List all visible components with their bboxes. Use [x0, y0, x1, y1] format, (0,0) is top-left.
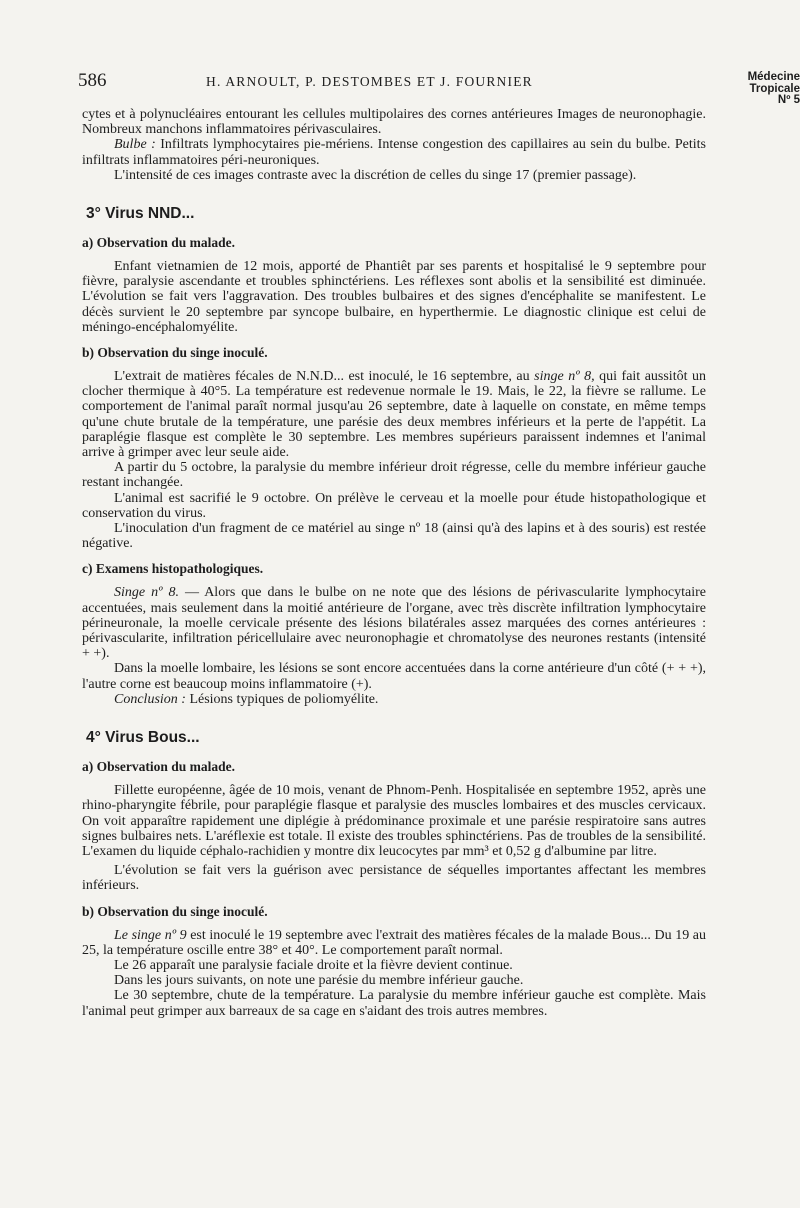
- subsection-heading: b) Observation du singe inoculé.: [82, 345, 268, 361]
- subsection-heading: a) Observation du malade.: [82, 759, 236, 775]
- subsection-heading: c) Examens histopathologiques.: [82, 561, 264, 577]
- subsection-heading: a) Observation du malade.: [82, 235, 236, 251]
- paragraph: Enfant vietnamien de 12 mois, apporté de Phantiêt par ses parents et hospitalisé le 9 septembre pour fièvre, paralysie ascendante et troubles sphinctériens. Les réflexes sont abolis et la sensibilité est diminuée. L'évolution se fait vers l'aggravation. Des troubles bulbaires et des signes d'encéphalite se manifestent. Le décès survient le 20 septembre par syncope bulbaire, en hyperthermie. Le diagnostic clinique est celui de méningo-encéphalomyélite.: [82, 259, 706, 335]
- subsection-heading: b) Observation du singe inoculé.: [82, 903, 268, 919]
- paragraph: cytes et à polynucléaires entourant les cellules multipolaires des cornes antérieures Images de neuronophagie. Nombreux manchons inflammatoires périvasculaires.: [82, 107, 706, 138]
- section-heading: 4° Virus Bous...: [86, 729, 200, 747]
- paragraph: Le 26 apparaît une paralysie faciale droite et la fièvre devient continue.: [114, 957, 513, 973]
- paragraph: A partir du 5 octobre, la paralysie du membre inférieur droit régresse, celle du membre inférieur gauche restant inchangée.: [82, 460, 706, 491]
- paragraph: Singe nº 8. — Alors que dans le bulbe on ne note que des lésions de périvascularite lymphocytaire accentuées, mais seulement dans la moitié antérieure de l'organe, avec très discrète infiltration lymphocytaire périneuronale, la moelle cervicale présente des lésions bilatérales assez marquées des cornes antérieures : périvascularite, infiltration péricellulaire avec neuronophagie et chromatolyse des neurones restants (intensité + +).: [82, 585, 706, 662]
- paragraph: Bulbe : Infiltrats lymphocytaires pie-mériens. Intense congestion des capillaires au sein du bulbe. Petits infiltrats inflammatoires péri-neuroniques.: [82, 137, 706, 168]
- paragraph: Le 30 septembre, chute de la température. La paralysie du membre inférieur gauche est complète. Mais l'animal peut grimper aux barreaux de sa cage en s'aidant des trois autres membres.: [82, 988, 706, 1019]
- paragraph: L'animal est sacrifié le 9 octobre. On prélève le cerveau et la moelle pour étude histopathologique et conservation du virus.: [82, 490, 706, 521]
- article-body: [82, 107, 706, 1019]
- paragraph: Fillette européenne, âgée de 10 mois, venant de Phnom-Penh. Hospitalisée en septembre 1952, après une rhino-pharyngite fébrile, pour paraplégie flasque et paralysie des muscles lombaires et des muscles cervicaux. On voit apparaître rapidement une diplégie à prédominance proximale et une parésie respiratoire sans autres signes bulbaires nets. L'aréflexie est totale. Il existe des troubles sphinctériens. Pas de troubles de la sensibilité. L'examen du liquide céphalo-rachidien y montre dix leucocytes par mm³ et 0,52 g d'albumine par litre.: [82, 783, 706, 859]
- journal-name: Médecine Tropicale Nº 5: [747, 71, 800, 106]
- paragraph: Dans les jours suivants, on note une parésie du membre inférieur gauche.: [114, 973, 524, 989]
- paragraph: L'extrait de matières fécales de N.N.D... est inoculé, le 16 septembre, au singe nº 8, qui fait aussitôt un clocher thermique à 40°5. La température est redevenue normale le 19. Mais, le 22, la fièvre se rallume. Le comportement de l'animal paraît normal jusqu'au 26 septembre, date à laquelle on constate, en même temps qu'une chute brutale de la température, une parésie des deux membres inférieurs et la perte de l'appétit. La paraplégie flasque est complète le 30 septembre. Les membres supérieurs paraissent indemnes et l'animal arrive à grimper avec leur seule aide.: [82, 369, 706, 461]
- paragraph: L'inoculation d'un fragment de ce matériel au singe nº 18 (ainsi qu'à des lapins et à des souris) est restée négative.: [82, 521, 706, 552]
- running-authors: H. ARNOULT, P. DESTOMBES ET J. FOURNIER: [206, 74, 533, 89]
- page-header: [78, 70, 800, 106]
- paragraph: Dans la moelle lombaire, les lésions se sont encore accentuées dans la corne antérieure d'un côté (+ + +), l'autre corne est beaucoup moins inflammatoire (+).: [82, 661, 706, 692]
- page-number: 586: [78, 70, 107, 91]
- paragraph: Le singe nº 9 est inoculé le 19 septembre avec l'extrait des matières fécales de la malade Bous... Du 19 au 25, la température oscille entre 38° et 40°. Le comportement paraît normal.: [82, 927, 706, 958]
- paragraph: Conclusion : Lésions typiques de poliomyélite.: [114, 691, 379, 707]
- section-heading: 3° Virus NND...: [86, 205, 195, 223]
- paragraph: L'évolution se fait vers la guérison avec persistance de séquelles importantes affectant les membres inférieurs.: [82, 863, 706, 894]
- paragraph: L'intensité de ces images contraste avec la discrétion de celles du singe 17 (premier passage).: [114, 167, 637, 183]
